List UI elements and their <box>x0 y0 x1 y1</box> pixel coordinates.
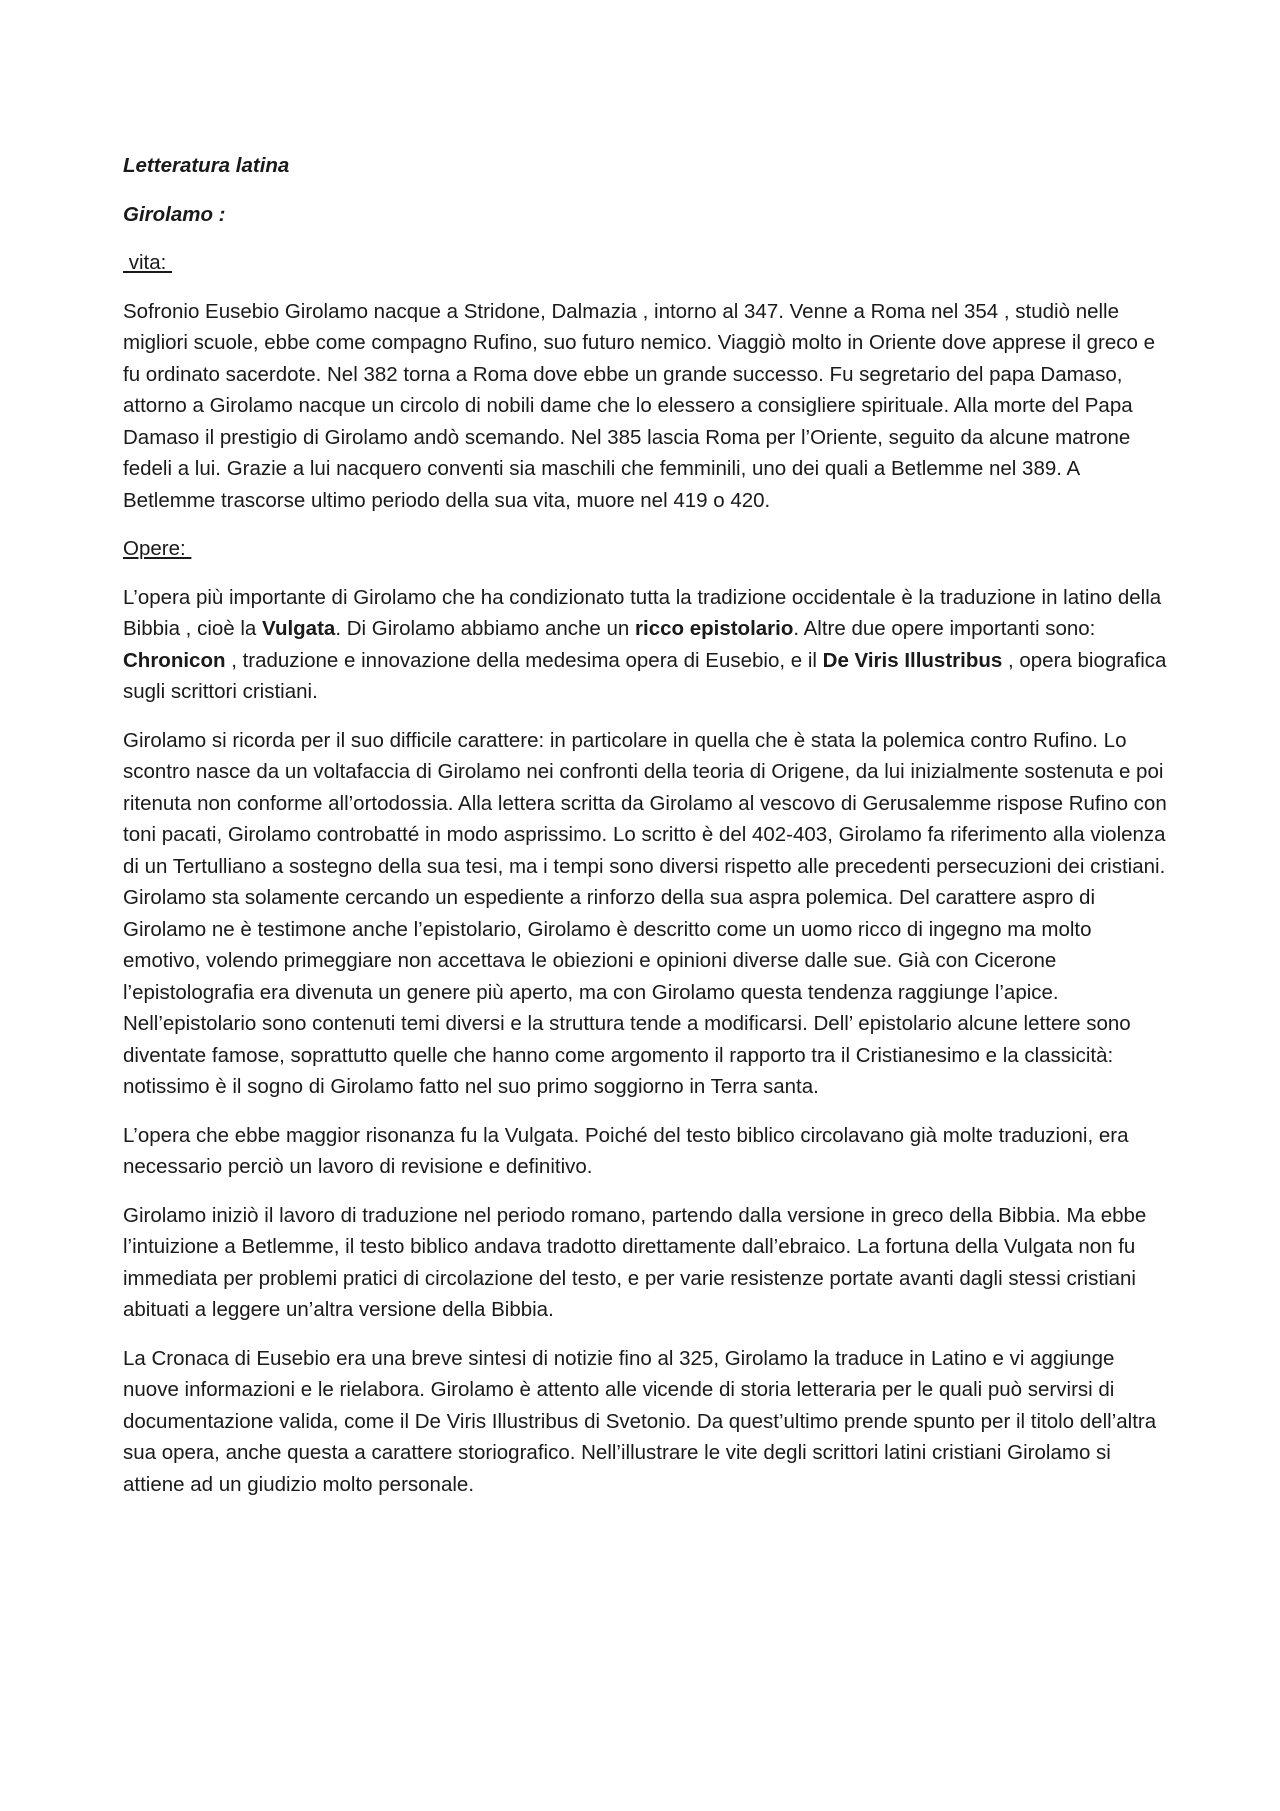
document-page <box>123 150 1173 1517</box>
section-heading-vita: vita: <box>123 251 172 274</box>
opere-paragraph-4: Girolamo iniziò il lavoro di traduzione nel periodo romano, partendo dalla versione in greco della Bibbia. Ma ebbe l’intuizione a Betlemme, il testo biblico andava tradotto direttamente dall’ebraico. La fortuna della Vulgata non fu immediata per problemi pratici di circolazione del testo, e per varie resistenze portate avanti dagli stessi cristiani abituati a leggere un’altra versione della Bibbia. <box>123 1203 1147 1321</box>
document-subtitle: Girolamo : <box>123 202 226 226</box>
bold-vulgata: Vulgata <box>262 617 336 640</box>
text-run: . Di Girolamo abbiamo anche un <box>335 617 636 640</box>
text-run: L’opera più importante di Girolamo che ha condizionato tutta la tradizione occidentale è la traduzione in latino della Bibbia , cioè la <box>123 585 1162 640</box>
opere-paragraph-2: Girolamo si ricorda per il suo difficile carattere: in particolare in quella che è stata la polemica contro Rufino. Lo scontro nasce da un voltafaccia di Girolamo nei confronti della teoria di Origene, da lui inizialmente sostenuta e poi ritenuta non conforme all’ortodossia. Alla lettera scritta da Girolamo al vescovo di Gerusalemme rispose Rufino con toni pacati, Girolamo controbatté in modo asprissimo. Lo scritto è del 402-403, Girolamo fa riferimento alla violenza di un Tertulliano a sostegno della sua tesi, ma i tempi sono diversi rispetto alle precedenti persecuzioni dei cristiani. Girolamo sta solamente cercando un espediente a rinforzo della sua aspra polemica. Del carattere aspro di Girolamo ne è testimone anche l’epistolario, Girolamo è descritto come un uomo ricco di ingegno ma molto emotivo, volendo primeggiare non accettava le obiezioni e opinioni diverse dalle sue. Già con Cicerone l’epistolografia era divenuta un genere più aperto, ma con Girolamo questa tendenza raggiunge l’apice. Nell’epistolario sono contenuti temi diversi e la struttura tende a modificarsi. Dell’ epistolario alcune lettere sono diventate famose, soprattutto quelle che hanno come argomento il rapporto tra il Cristianesimo e la classicità: notissimo è il sogno di Girolamo fatto nel suo primo soggiorno in Terra santa. <box>123 728 1167 1098</box>
document-title: Letteratura latina <box>123 154 290 177</box>
bold-chronicon: Chronicon <box>123 648 226 672</box>
opere-paragraph-5: La Cronaca di Eusebio era una breve sintesi di notizie fino al 325, Girolamo la traduce in Latino e vi aggiunge nuove informazioni e le rielabora. Girolamo è attento alle vicende di storia letteraria per le quali può servirsi di documentazione valida, come il De Viris Illustribus di Svetonio. Da quest’ultimo prende spunto per il titolo dell’altra sua opera, anche questa a carattere storiografico. Nell’illustrare le vite degli scrittori latini cristiani Girolamo si attiene ad un giudizio molto personale. <box>123 1346 1157 1496</box>
opere-paragraph-1 <box>123 582 1173 708</box>
text-run: , opera biografica sugli scrittori cristiani. <box>123 648 1167 703</box>
bold-ricco-epistolario: ricco epistolario <box>635 617 794 640</box>
text-run: . Altre due opere importanti sono: <box>793 617 1096 640</box>
section-heading-opere: Opere: <box>123 537 192 560</box>
text-run: , traduzione e innovazione della medesima opera di Eusebio, e il <box>225 648 823 672</box>
opere-paragraph-3: L’opera che ebbe maggior risonanza fu la Vulgata. Poiché del testo biblico circolavano già molte traduzioni, era necessario perciò un lavoro di revisione e definitivo. <box>123 1123 1129 1178</box>
bold-de-viris-illustribus: De Viris Illustribus <box>822 648 1003 672</box>
vita-paragraph: Sofronio Eusebio Girolamo nacque a Stridone, Dalmazia , intorno al 347. Venne a Roma nel 354 , studiò nelle migliori scuole, ebbe come compagno Rufino, suo futuro nemico. Viaggiò molto in Oriente dove apprese il greco e fu ordinato sacerdote. Nel 382 torna a Roma dove ebbe un grande successo. Fu segretario del papa Damaso, attorno a Girolamo nacque un circolo di nobili dame che lo elessero a consigliere spirituale. Alla morte del Papa Damaso il prestigio di Girolamo andò scemando. Nel 385 lascia Roma per l’Oriente, seguito da alcune matrone fedeli a lui. Grazie a lui nacquero conventi sia maschili che femminili, uno dei quali a Betlemme nel 389. A Betlemme trascorse ultimo periodo della sua vita, muore nel 419 o 420. <box>123 299 1156 512</box>
